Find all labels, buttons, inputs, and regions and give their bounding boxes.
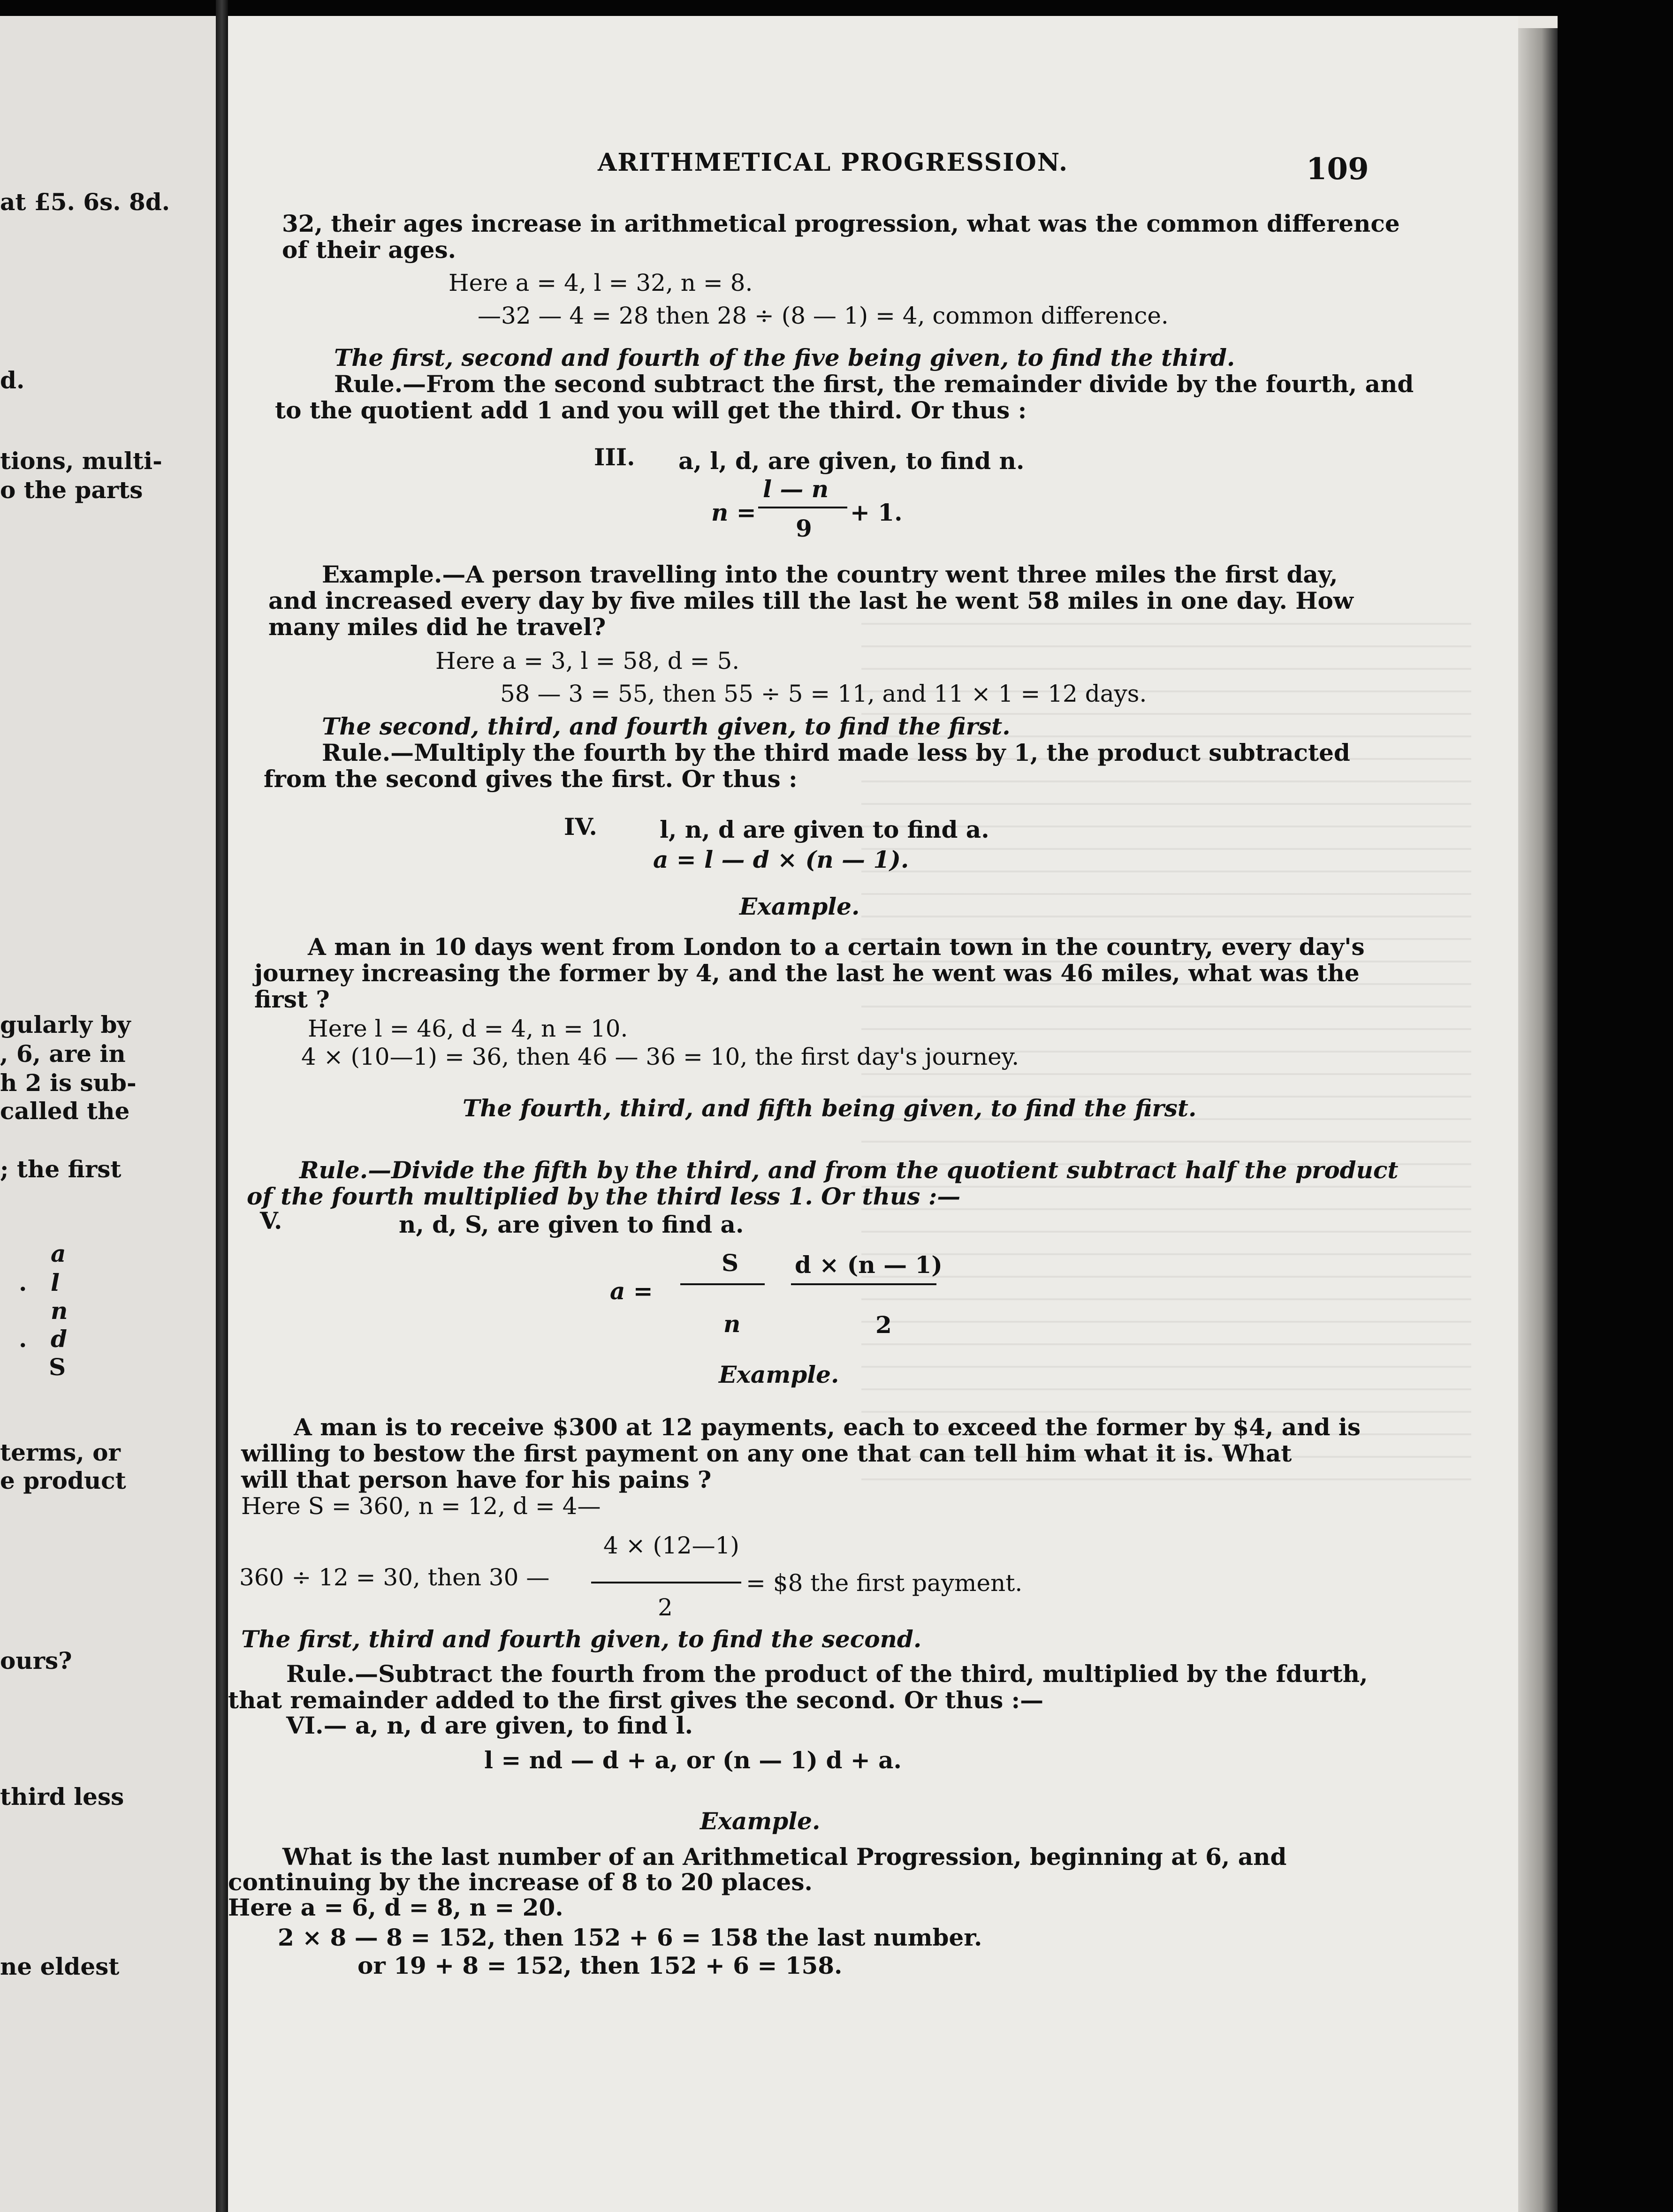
left-fragment: tions, multi-	[0, 447, 162, 475]
given-values: Here a = 3, l = 58, d = 5.	[435, 647, 740, 674]
fraction-numerator: S	[722, 1249, 739, 1277]
left-fragment: third less	[0, 1783, 124, 1811]
example-line: What is the last number of an Arithmetical Progression, beginning at 6, and	[282, 1843, 1287, 1871]
example-heading: Example.	[700, 1807, 821, 1835]
left-fragment: at £5. 6s. 8d.	[0, 188, 170, 216]
rule-line: from the second gives the first. Or thus :	[264, 765, 798, 793]
left-fragment: o the parts	[0, 476, 143, 504]
book-spine-gutter	[216, 0, 228, 2212]
calculation: 58 — 3 = 55, then 55 ÷ 5 = 11, and 11 × 1 = 12 days.	[500, 680, 1147, 707]
example-line: Example.—A person travelling into the country went three miles the first day,	[322, 561, 1338, 588]
page-edge-shadow	[1518, 28, 1558, 2212]
calculation: = $8 the first payment.	[746, 1569, 1023, 1597]
example-line: A man in 10 days went from London to a certain town in the country, every day's	[308, 933, 1365, 961]
formula-label: V.	[260, 1207, 282, 1235]
fraction-bar	[680, 1283, 765, 1285]
formula-given: a, l, d, are given, to find n.	[678, 447, 1025, 475]
fraction-numerator: 4 × (12—1)	[603, 1532, 739, 1559]
left-bullet: .	[19, 1269, 27, 1296]
example-line: many miles did he travel?	[268, 613, 606, 641]
scan-top-border	[0, 0, 1673, 16]
rule-line: Rule.—Subtract the fourth from the product of the third, multiplied by the fdurth,	[286, 1660, 1368, 1688]
example-line: continuing by the increase of 8 to 20 places.	[228, 1868, 813, 1896]
running-title: ARITHMETICAL PROGRESSION.	[598, 148, 1069, 177]
left-fragment: terms, or	[0, 1439, 121, 1466]
left-fragment: a	[51, 1240, 66, 1267]
formula-label: III.	[594, 443, 635, 471]
case-heading: The first, third and fourth given, to find the second.	[241, 1625, 922, 1653]
fraction-bar	[758, 507, 847, 508]
formula-given: n, d, S, are given to find a.	[399, 1211, 744, 1238]
given-values: Here S = 360, n = 12, d = 4—	[241, 1492, 601, 1520]
given-values: Here l = 46, d = 4, n = 10.	[308, 1015, 628, 1042]
page-number: 109	[1306, 152, 1369, 187]
rule-line: of the fourth multiplied by the third less 1. Or thus :—	[247, 1182, 961, 1210]
calculation: or 19 + 8 = 152, then 152 + 6 = 158.	[357, 1952, 843, 1979]
left-fragment: h 2 is sub-	[0, 1069, 137, 1097]
left-fragment: d.	[0, 366, 25, 394]
example-line: A man is to receive $300 at 12 payments, each to exceed the former by $4, and is	[294, 1413, 1361, 1441]
case-heading: The first, second and fourth of the five being given, to find the third.	[334, 344, 1235, 371]
rule-line: to the quotient add 1 and you will get the third. Or thus :	[275, 396, 1027, 424]
left-fragment: ours?	[0, 1647, 72, 1674]
left-fragment: S	[49, 1353, 66, 1381]
left-fragment: d	[51, 1325, 67, 1353]
example-line: and increased every day by five miles till the last he went 58 miles in one day. How	[268, 587, 1354, 614]
fraction-bar	[591, 1582, 741, 1583]
fraction-bar	[791, 1283, 936, 1285]
formula-rest: + 1.	[850, 499, 903, 526]
page-109	[228, 16, 1518, 2212]
fraction-denominator: 2	[875, 1311, 892, 1339]
formula: l = nd — d + a, or (n — 1) d + a.	[484, 1746, 902, 1774]
calculation: 4 × (10—1) = 36, then 46 — 36 = 10, the first day's journey.	[301, 1043, 1019, 1070]
paragraph-line: 32, their ages increase in arithmetical progression, what was the common difference	[282, 210, 1400, 237]
fraction-denominator: 9	[796, 515, 812, 542]
formula-given: VI.— a, n, d are given, to find l.	[286, 1712, 693, 1739]
formula-lhs: n =	[711, 499, 756, 526]
scan-right-border	[1558, 0, 1673, 2212]
given-values: Here a = 6, d = 8, n = 20.	[228, 1894, 563, 1921]
rule-line: that remainder added to the first gives the second. Or thus :—	[228, 1686, 1044, 1714]
left-fragment: ; the first	[0, 1155, 122, 1183]
left-page-fragment	[0, 16, 216, 2212]
left-fragment: ne eldest	[0, 1953, 120, 1980]
left-fragment: , 6, are in	[0, 1040, 126, 1068]
case-heading: The second, third, and fourth given, to find the first.	[322, 712, 1011, 740]
rule-line: Rule.—Divide the fifth by the third, and from the quotient subtract half the product	[299, 1156, 1399, 1184]
example-line: will that person have for his pains ?	[241, 1466, 712, 1493]
rule-line: Rule.—From the second subtract the first, the remainder divide by the fourth, and	[334, 370, 1414, 398]
example-heading: Example.	[739, 893, 860, 920]
left-fragment: gularly by	[0, 1011, 131, 1038]
left-bullet: .	[19, 1325, 27, 1353]
calculation: 2 × 8 — 8 = 152, then 152 + 6 = 158 the last number.	[278, 1924, 982, 1951]
formula-lhs: a =	[610, 1277, 653, 1305]
left-fragment: called the	[0, 1097, 130, 1125]
example-line: journey increasing the former by 4, and the last he went was 46 miles, what was the	[254, 959, 1360, 987]
case-heading: The fourth, third, and fifth being given, to find the first.	[463, 1094, 1197, 1122]
calculation: 360 ÷ 12 = 30, then 30 —	[239, 1564, 550, 1591]
calculation: —32 — 4 = 28 then 28 ÷ (8 — 1) = 4, common difference.	[478, 302, 1169, 329]
formula-label: IV.	[564, 813, 597, 841]
left-fragment: l	[51, 1269, 60, 1296]
example-line: first ?	[254, 985, 330, 1013]
fraction-numerator: l — n	[763, 475, 829, 503]
rule-line: Rule.—Multiply the fourth by the third made less by 1, the product subtracted	[322, 739, 1350, 766]
fraction-numerator: d × (n — 1)	[795, 1251, 943, 1279]
fraction-denominator: n	[723, 1310, 741, 1338]
left-fragment: n	[51, 1297, 68, 1325]
example-line: willing to bestow the first payment on any one that can tell him what it is. What	[241, 1439, 1292, 1467]
left-fragment: e product	[0, 1467, 126, 1494]
formula-given: l, n, d are given to find a.	[660, 816, 989, 843]
paragraph-line: of their ages.	[282, 236, 456, 264]
given-values: Here a = 4, l = 32, n = 8.	[449, 269, 753, 296]
formula: a = l — d × (n — 1).	[653, 846, 909, 873]
fraction-denominator: 2	[658, 1594, 673, 1621]
example-heading: Example.	[719, 1361, 839, 1388]
